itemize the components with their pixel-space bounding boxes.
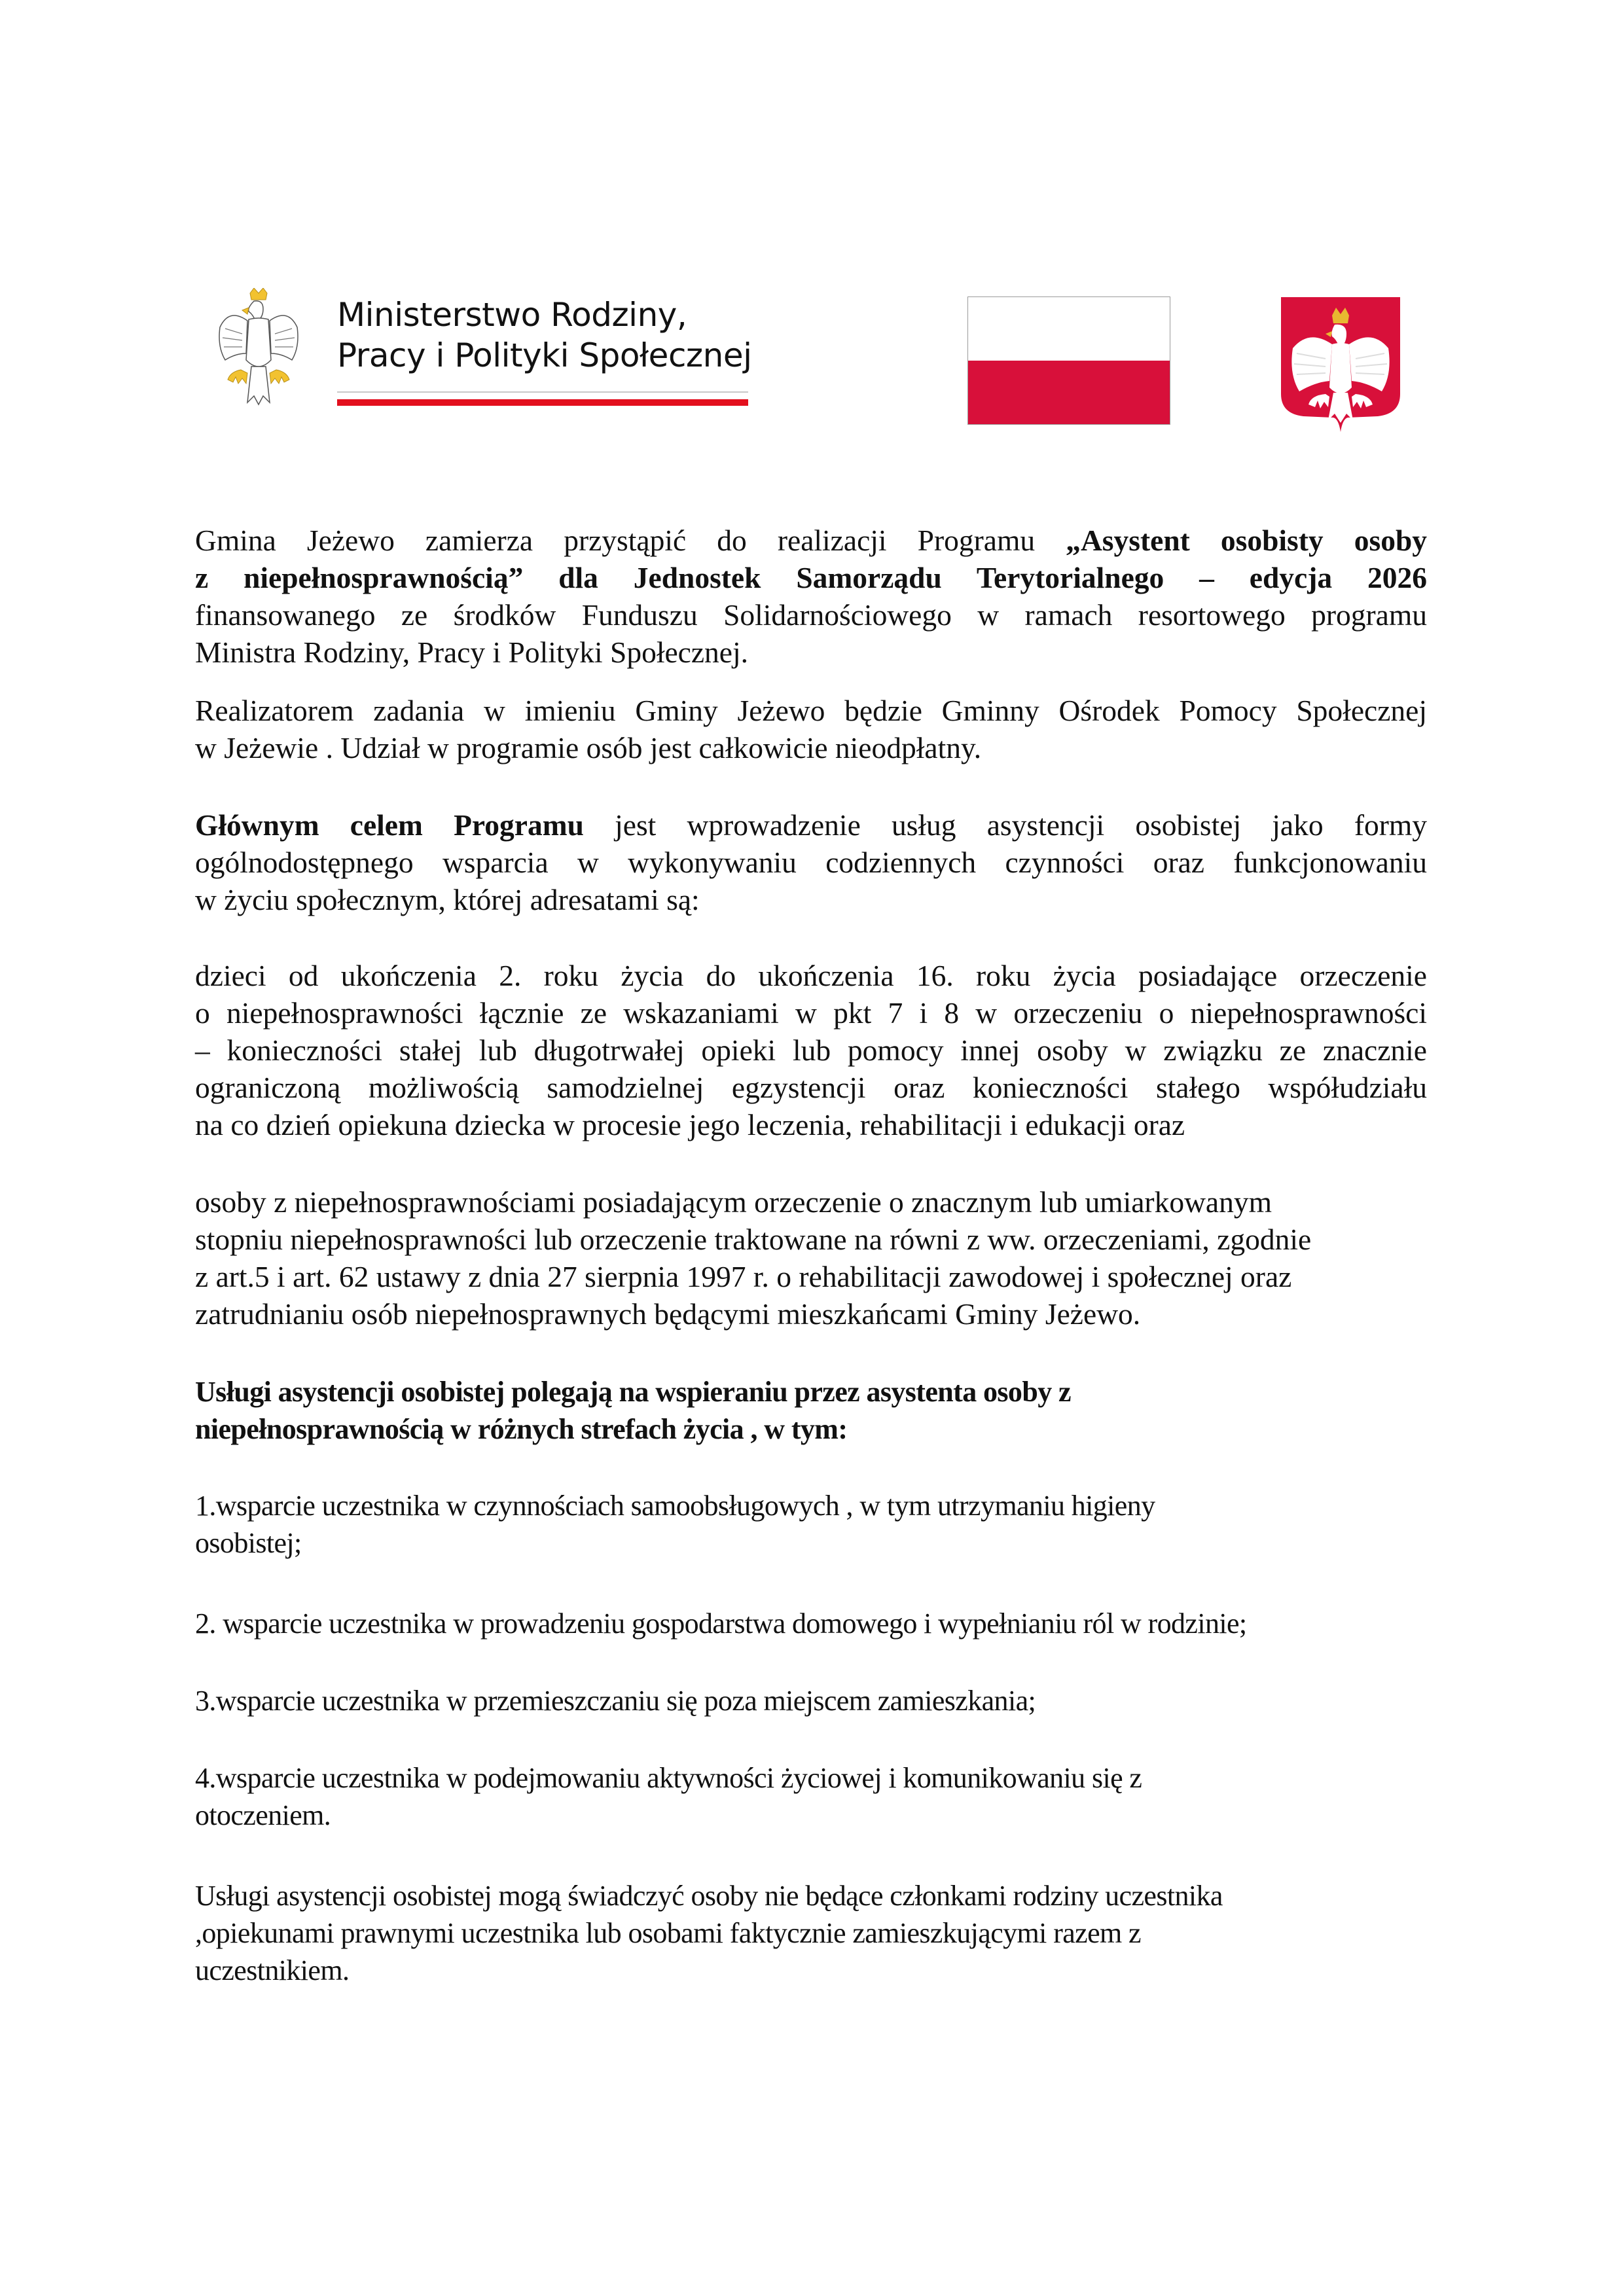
ministry-name-line2: Pracy i Polityki Społecznej (337, 336, 752, 374)
services-list-item-4 (195, 1759, 1427, 1834)
ministry-name (337, 295, 752, 376)
ministry-rule-grey (337, 391, 748, 393)
adults-line4: zatrudnianiu osób niepełnosprawnych będącymi mieszkańcami Gminy Jeżewo. (195, 1297, 1141, 1331)
goal-line3: w życiu społecznym, której adresatami są: (195, 883, 700, 916)
polish-flag-icon (967, 296, 1170, 425)
closing-line3: uczestnikiem. (195, 1954, 350, 1986)
adults-line3: z art.5 i art. 62 ustawy z dnia 27 sierpnia 1997 r. o rehabilitacji zawodowej i społecznej oraz (195, 1260, 1292, 1293)
realizator-line1: Realizatorem zadania w imieniu Gminy Jeżewo będzie Gminny Ośrodek Pomocy Społecznej (195, 694, 1427, 727)
intro-line4: Ministra Rodziny, Pracy i Polityki Społecznej. (195, 636, 749, 669)
services-list-item-1 (195, 1487, 1427, 1562)
adults-line2: stopniu niepełnosprawności lub orzeczenie traktowane na równi z ww. orzeczeniami, zgodnie (195, 1223, 1312, 1256)
children-line4: ograniczoną możliwością samodzielnej egzystencji oraz konieczności stałego współudziału (195, 1071, 1427, 1104)
list-item-4-line2: otoczeniem. (195, 1799, 331, 1831)
flag-white-stripe (968, 297, 1170, 361)
adults-paragraph (195, 1183, 1427, 1333)
intro-line1 (195, 522, 1427, 559)
intro-paragraph (195, 522, 1427, 671)
list-item-4-line1: 4.wsparcie uczestnika w podejmowaniu aktywności życiowej i komunikowaniu się z (195, 1762, 1142, 1794)
closing-paragraph (195, 1877, 1427, 1989)
children-paragraph (195, 957, 1427, 1143)
goal-bold-label: Głównym celem Programu (195, 808, 584, 842)
services-list-item-2 (195, 1605, 1427, 1642)
goal-line1 (195, 806, 1427, 844)
list-item-1-line2: osobistej; (195, 1527, 302, 1559)
program-name-bold: „Asystent osobisty osoby (1066, 524, 1427, 557)
goal-paragraph (195, 806, 1427, 918)
coat-of-arms-icon (1280, 296, 1401, 433)
white-eagle-icon (216, 288, 301, 406)
ministry-logo (216, 288, 753, 412)
goal-line2: ogólnodostępnego wsparcia w wykonywaniu codziennych czynności oraz funkcjonowaniu (195, 846, 1427, 879)
intro-line2 (195, 559, 1427, 596)
children-line2: o niepełnosprawności łącznie ze wskazaniami w pkt 7 i 8 w orzeczeniu o niepełnosprawności (195, 996, 1427, 1030)
closing-line1: Usługi asystencji osobistej mogą świadczyć osoby nie będące członkami rodziny uczestnika (195, 1880, 1223, 1912)
services-list-item-3 (195, 1682, 1427, 1719)
list-item-2-line1: 2. wsparcie uczestnika w prowadzeniu gospodarstwa domowego i wypełnianiu ról w rodzinie; (195, 1607, 1247, 1640)
children-line3: – konieczności stałej lub długotrwałej opieki lub pomocy innej osoby w związku ze znacznie (195, 1033, 1427, 1067)
realizator-line2: w Jeżewie . Udział w programie osób jest całkowicie nieodpłatny. (195, 731, 982, 764)
intro-line1-text: Gmina Jeżewo zamierza przystąpić do realizacji Programu (195, 524, 1066, 557)
services-heading (195, 1373, 1427, 1448)
flag-red-stripe (968, 361, 1170, 424)
children-line5: na co dzień opiekuna dziecka w procesie jego leczenia, rehabilitacji i edukacji oraz (195, 1108, 1185, 1141)
closing-line2: ,opiekunami prawnymi uczestnika lub osobami faktycznie zamieszkującymi razem z (195, 1917, 1141, 1949)
list-item-3-line1: 3.wsparcie uczestnika w przemieszczaniu się poza miejscem zamieszkania; (195, 1685, 1036, 1717)
ministry-rule-red (337, 399, 748, 406)
children-line1: dzieci od ukończenia 2. roku życia do ukończenia 16. roku życia posiadające orzeczenie (195, 959, 1427, 992)
services-heading-line2: niepełnosprawnością w różnych strefach życia , w tym: (195, 1413, 848, 1445)
ministry-name-line1: Ministerstwo Rodziny, (337, 296, 687, 334)
services-heading-line1: Usługi asystencji osobistej polegają na wspieraniu przez asystenta osoby z (195, 1376, 1071, 1408)
intro-line3: finansowanego ze środków Funduszu Solidarnościowego w ramach resortowego programu (195, 598, 1427, 632)
program-name-bold-cont: z niepełnosprawnością” dla Jednostek Samorządu Terytorialnego – edycja 2026 (195, 561, 1427, 594)
goal-line1-text: jest wprowadzenie usług asystencji osobistej jako formy (583, 808, 1428, 842)
adults-line1: osoby z niepełnosprawnościami posiadającym orzeczenie o znacznym lub umiarkowanym (195, 1185, 1272, 1219)
list-item-1-line1: 1.wsparcie uczestnika w czynnościach samoobsługowych , w tym utrzymaniu higieny (195, 1490, 1155, 1522)
realizator-paragraph (195, 692, 1427, 766)
